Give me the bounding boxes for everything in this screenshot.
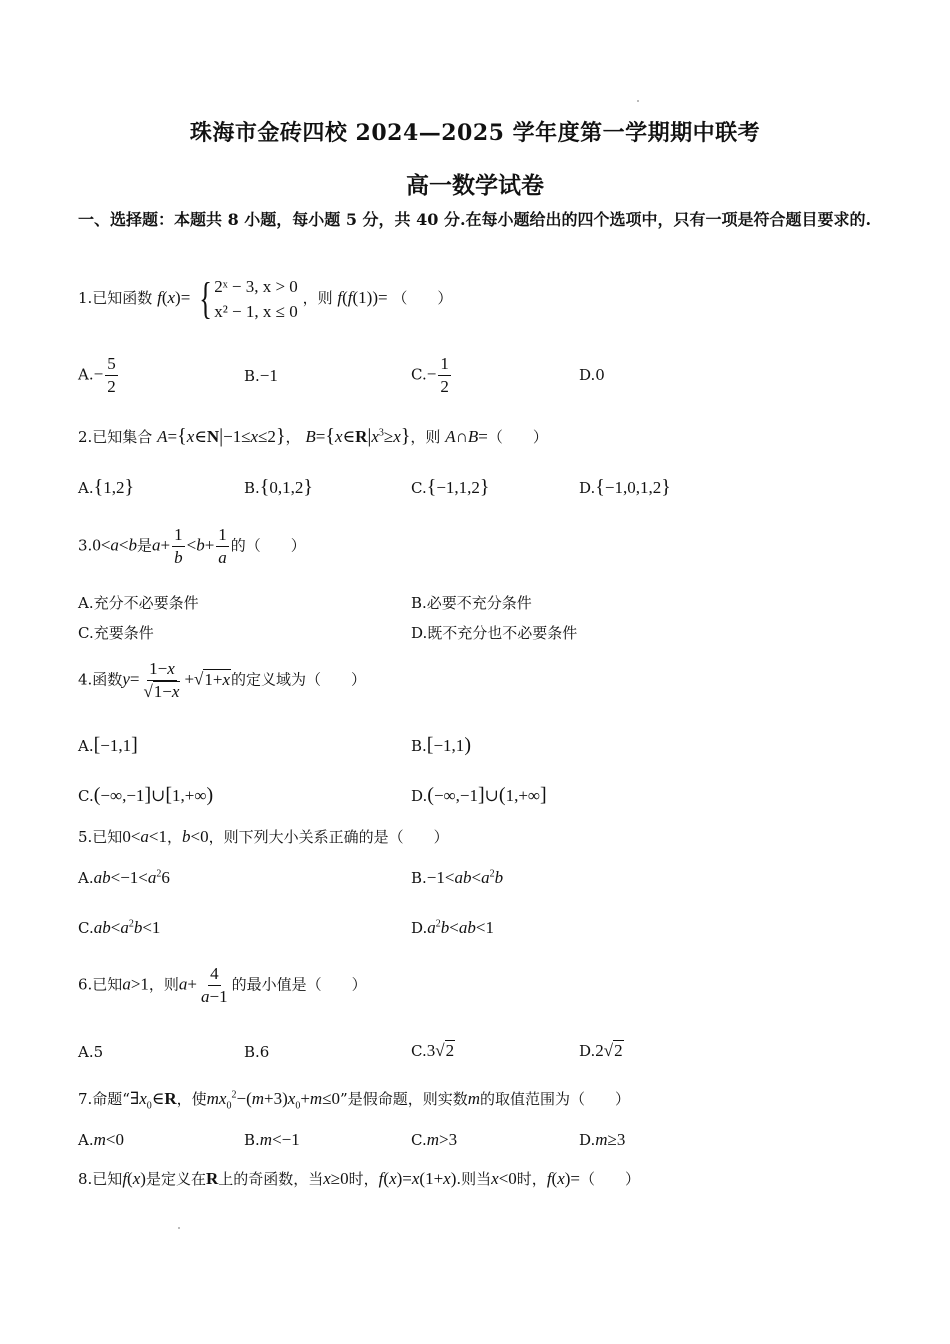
q4-option-c[interactable]: C.(−∞,−1]∪[1,+∞) — [78, 784, 214, 806]
q5-option-b[interactable]: $B.-1<ab<a^2b$ — [411, 868, 504, 887]
section-heading: 一、选择题：本题共 8 小题，每小题 5 分，共 40 分.在每小题给出的四个选项中，只有一项是符合题目要求的. — [78, 210, 872, 229]
q6-option-d[interactable]: D.2√2 — [579, 1041, 623, 1060]
case-1: 2ˣ − 3, x > 0 — [214, 277, 298, 296]
q1-option-c[interactable]: C.− $\frac{1}{2}$ — [411, 354, 449, 396]
q2-option-c[interactable]: C.{−1,1,2} — [411, 476, 490, 498]
q3-option-c[interactable]: C.充要条件 — [78, 624, 154, 642]
question-1: 1.已知函数 f(x)= { 2ˣ − 3, x > 0 x² − 1, x ≤ 0 ，则 f(f(1))= （ ） — [78, 274, 453, 323]
q6-option-b[interactable]: B.6 — [244, 1043, 270, 1061]
q7-option-a[interactable]: A.m<0 — [78, 1130, 124, 1149]
question-3: 3.0<a<b是a+ $\frac{1}{b}$ <b+ $\frac{1}{a}$ 的（ ） — [78, 525, 306, 567]
q5-option-a[interactable]: $A.ab<-1<a^26$ — [78, 868, 170, 887]
q4-option-a[interactable]: A.[−1,1] — [78, 734, 138, 756]
q6-option-c[interactable]: C.3√2 — [411, 1041, 455, 1060]
q4-option-d[interactable]: D.(−∞,−1]∪(1,+∞] — [411, 784, 547, 806]
exam-subtitle: 高一数学试卷 — [406, 172, 544, 199]
scan-speck — [178, 1227, 180, 1229]
q1-option-a[interactable]: A.− $\frac{5}{2}$ — [78, 354, 116, 396]
q7-option-b[interactable]: B.m<−1 — [244, 1130, 300, 1149]
question-8: 8.已知f(x)是定义在R上的奇函数，当x≥0时，f(x)=x(1+x).则当x<0时，f(x)=（ ） — [78, 1169, 641, 1188]
question-6: 6.已知a>1，则a+ $\frac{4}{a-1}$ 的最小值是（ ） — [78, 964, 367, 1006]
q7-option-d[interactable]: D.m≥3 — [579, 1130, 626, 1149]
q7-option-c[interactable]: C.m>3 — [411, 1130, 458, 1149]
q5-option-c[interactable]: $C.ab<a^2b<1$ — [78, 918, 161, 937]
q3-option-d[interactable]: D.既不充分也不必要条件 — [411, 624, 578, 642]
q2-option-a[interactable]: A.{1,2} — [78, 476, 135, 498]
q1-option-d[interactable]: D.0 — [579, 366, 605, 384]
exam-title: 珠海市金砖四校 2024—2025 学年度第一学期期中联考 — [189, 120, 761, 146]
piecewise-function: { 2ˣ − 3, x > 0 x² − 1, x ≤ 0 — [199, 274, 298, 323]
question-5: 5.已知0<a<1，b<0，则下列大小关系正确的是（ ） — [78, 827, 449, 846]
scan-speck — [637, 100, 639, 102]
q2-option-d[interactable]: D.{−1,0,1,2} — [579, 476, 671, 498]
q1-option-b[interactable]: B.−1 — [244, 366, 278, 385]
question-2: 2.已知集合 A={x∈N|−1≤x≤2}， $B=\{x\in R|x^3\ge x\}$，则 A∩B=（ ） — [78, 425, 548, 447]
q3-option-a[interactable]: A.充分不必要条件 — [78, 594, 199, 612]
q2-option-b[interactable]: B.{0,1,2} — [244, 476, 314, 498]
case-2: x² − 1, x ≤ 0 — [214, 302, 298, 321]
q5-option-d[interactable]: $D.a^2b<ab<1$ — [411, 918, 494, 937]
q6-option-a[interactable]: A.5 — [78, 1043, 104, 1061]
q3-option-b[interactable]: B.必要不充分条件 — [411, 594, 532, 612]
question-4: 4.函数y= $\frac{1-x}{√1-x}$ +√1+x的定义域为（ ） — [78, 659, 367, 701]
question-7: 7.命题“$\exists x_0\in R$，使$mx_0^2-(m+3)x_0+m\le 0$”是假命题，则实数m的取值范围为（ ） — [78, 1089, 630, 1112]
q4-option-b[interactable]: B.[−1,1) — [411, 734, 471, 756]
